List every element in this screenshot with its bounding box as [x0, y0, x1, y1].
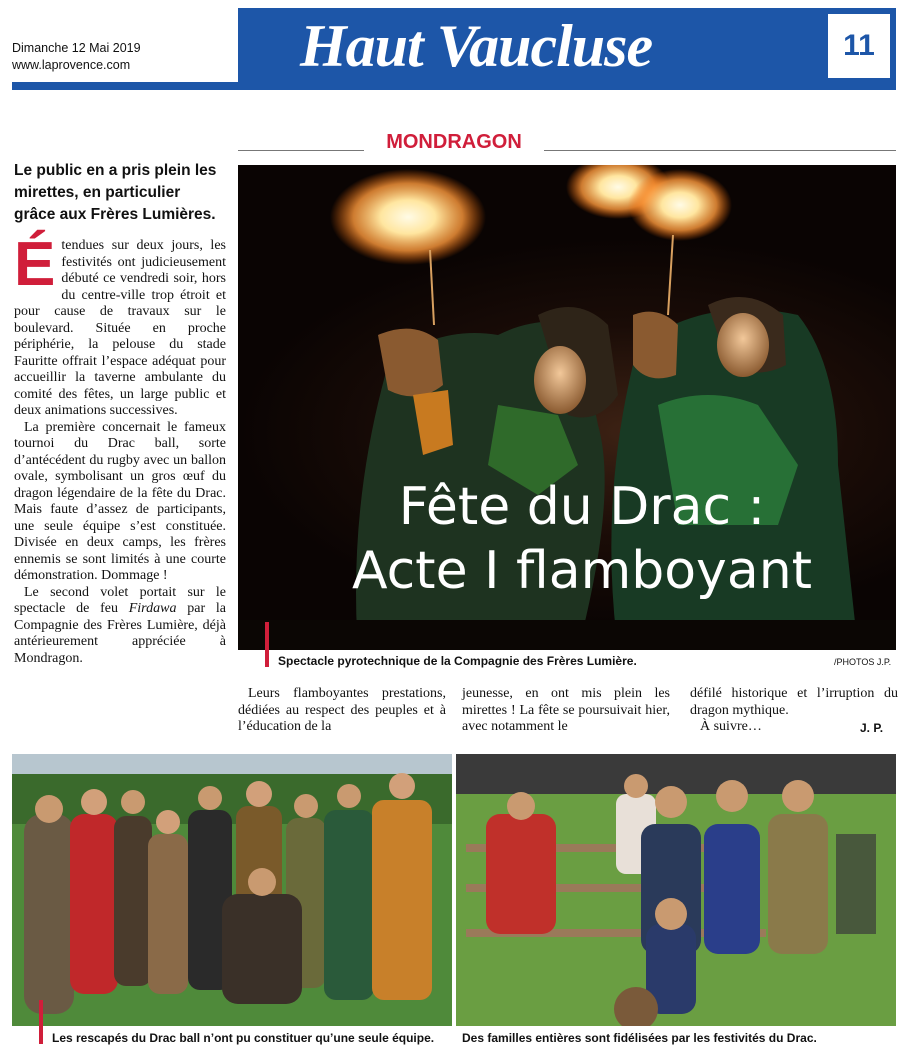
photo-families-audience — [456, 754, 896, 1026]
fire-ball-left — [330, 169, 486, 265]
article-column-2 — [238, 686, 446, 736]
website-link[interactable]: www.laprovence.com — [12, 58, 131, 72]
paragraph-3-text-a: Le second volet portait sur le spectacle de feu — [14, 584, 226, 616]
drop-cap: É — [14, 230, 56, 299]
publication-date: Dimanche 12 Mai 2019 — [12, 41, 141, 55]
section-rule-right — [544, 150, 896, 151]
caption-left-photo: Les rescapés du Drac ball n’ont pu constituer qu’une seule équipe. — [52, 1031, 435, 1045]
show-name: Firdawa — [128, 601, 177, 616]
column-2-text: Leurs flamboyantes prestations, dédiées au respect des peuples et à l’éducation de la — [238, 686, 446, 734]
photo-drac-ball-team — [12, 754, 452, 1026]
article-lead: Le public en a pris plein les mirettes, en particulier grâce aux Frères Lumières. — [14, 162, 217, 223]
article-paragraph-3 — [14, 585, 226, 668]
author-signature: J. P. — [860, 721, 884, 735]
photo-credit: /PHOTOS J.P. — [834, 657, 892, 667]
hero-caption: Spectacle pyrotechnique de la Compagnie des Frères Lumière. — [278, 654, 637, 668]
team-photo-illustration — [12, 754, 452, 1026]
caption-marker — [265, 622, 269, 667]
column-4-text: défilé historique et l’irruption du dragon mythique. — [690, 686, 898, 718]
article-body-column — [14, 230, 226, 667]
families-photo-illustration — [456, 754, 896, 1026]
masthead-rule — [12, 82, 896, 90]
section-title: Haut Vaucluse — [300, 13, 653, 79]
column-3-text: jeunesse, en ont mis plein les mirettes ! La fête se poursuivait hier, avec notamment le — [462, 686, 670, 734]
article-paragraph-2: La première concernait le fameux tournoi du Drac ball, sorte d’antécédent du rugby avec un ballon ovale, symbolisant un gros œuf du dragon légendaire de la fête du Drac. Mais faute d’assez de participants, une seule équipe s’est constituée. Divisée en deux camps, les frères ennemis se sont limités à une courte démonstration. Dommage ! — [14, 419, 226, 583]
caption-right-photo: Des familles entières sont fidélisées par les festivités du Drac. — [462, 1031, 817, 1045]
headline-line-1: Fête du Drac : — [398, 477, 766, 537]
to-be-continued: À suivre… — [700, 719, 762, 734]
headline-line-2: Acte I flamboyant — [351, 541, 813, 601]
article-paragraph-1 — [14, 230, 226, 420]
hero-headline — [238, 475, 896, 615]
locality-label: MONDRAGON — [386, 131, 522, 153]
photo-caption-marker — [39, 1000, 43, 1044]
fire-ball-right — [628, 169, 732, 241]
masthead-date-block — [12, 40, 141, 74]
paragraph-1-text: tendues sur deux jours, les festivités ont judicieusement débuté ce vendredi soir, hors du centre-ville trop étroit et pour cause de travaux sur le boulevard. Située en proche périphérie, la pelouse du stade Fauritte offrait l’espace adéquat pour accueillir la taverne ambulante du comité des fêtes, un large public et deux animations successives. — [14, 238, 226, 418]
paragraph-3-text-b: par la Compagnie des Frères Lumière, déjà antérieurement appréciée à Mondragon. — [14, 601, 226, 666]
article-column-3 — [462, 686, 670, 736]
page-number: 11 — [828, 14, 890, 78]
section-rule-left — [238, 150, 364, 151]
